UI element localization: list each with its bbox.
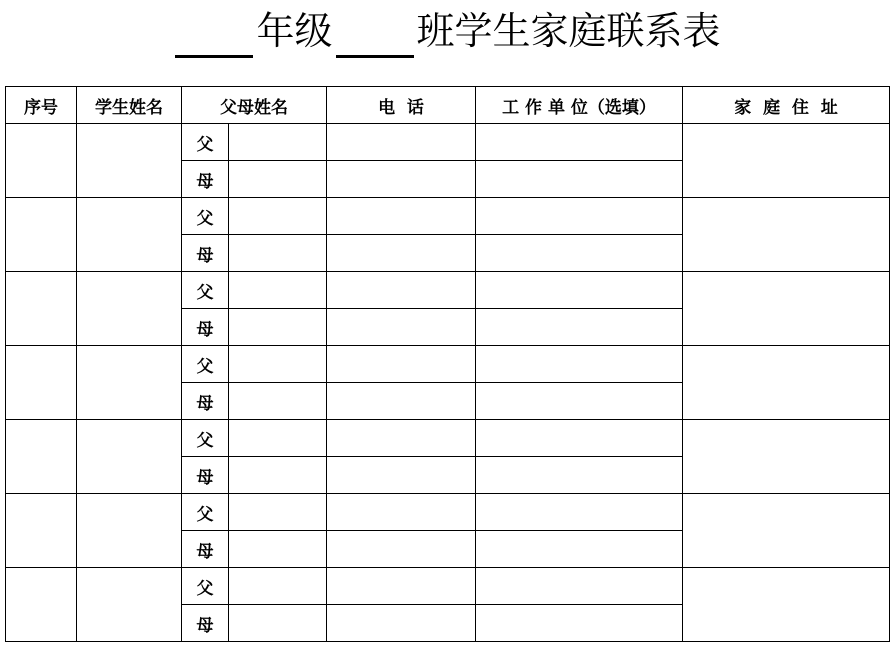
father-name-cell[interactable] <box>229 198 327 235</box>
header-row <box>6 87 890 124</box>
mother-name-cell[interactable] <box>229 457 327 494</box>
address-cell[interactable] <box>683 124 890 198</box>
relation-father-label: 父 <box>182 198 229 235</box>
header-student-name: 学生姓名 <box>77 87 182 124</box>
student-name-cell[interactable] <box>77 346 182 420</box>
mother-phone-cell[interactable] <box>327 605 476 642</box>
header-parent-name: 父母姓名 <box>182 87 327 124</box>
student-name-cell[interactable] <box>77 124 182 198</box>
mother-phone-cell[interactable] <box>327 457 476 494</box>
relation-father-label: 父 <box>182 420 229 457</box>
table-row <box>6 420 890 457</box>
address-cell[interactable] <box>683 346 890 420</box>
mother-phone-cell[interactable] <box>327 161 476 198</box>
mother-name-cell[interactable] <box>229 531 327 568</box>
father-name-cell[interactable] <box>229 568 327 605</box>
mother-work-unit-cell[interactable] <box>476 309 683 346</box>
relation-mother-label: 母 <box>182 605 229 642</box>
address-cell[interactable] <box>683 568 890 642</box>
mother-name-cell[interactable] <box>229 161 327 198</box>
mother-phone-cell[interactable] <box>327 531 476 568</box>
father-phone-cell[interactable] <box>327 346 476 383</box>
mother-work-unit-cell[interactable] <box>476 235 683 272</box>
grade-blank[interactable] <box>175 13 253 58</box>
father-work-unit-cell[interactable] <box>476 346 683 383</box>
seq-cell[interactable] <box>6 494 77 568</box>
relation-father-label: 父 <box>182 494 229 531</box>
class-blank[interactable] <box>336 13 414 58</box>
mother-work-unit-cell[interactable] <box>476 457 683 494</box>
relation-father-label: 父 <box>182 346 229 383</box>
father-name-cell[interactable] <box>229 494 327 531</box>
mother-phone-cell[interactable] <box>327 235 476 272</box>
mother-phone-cell[interactable] <box>327 309 476 346</box>
father-work-unit-cell[interactable] <box>476 420 683 457</box>
seq-cell[interactable] <box>6 272 77 346</box>
relation-mother-label: 母 <box>182 457 229 494</box>
father-work-unit-cell[interactable] <box>476 272 683 309</box>
student-name-cell[interactable] <box>77 568 182 642</box>
header-work-unit: 工 作 单 位（选填） <box>476 87 683 124</box>
title-suffix: 班学生家庭联系表 <box>416 9 721 53</box>
father-name-cell[interactable] <box>229 124 327 161</box>
address-cell[interactable] <box>683 272 890 346</box>
relation-mother-label: 母 <box>182 235 229 272</box>
table-row <box>6 124 890 161</box>
father-phone-cell[interactable] <box>327 272 476 309</box>
father-name-cell[interactable] <box>229 346 327 383</box>
father-name-cell[interactable] <box>229 272 327 309</box>
seq-cell[interactable] <box>6 420 77 494</box>
header-seq: 序号 <box>6 87 77 124</box>
father-work-unit-cell[interactable] <box>476 494 683 531</box>
mother-work-unit-cell[interactable] <box>476 531 683 568</box>
relation-father-label: 父 <box>182 272 229 309</box>
address-cell[interactable] <box>683 420 890 494</box>
student-name-cell[interactable] <box>77 494 182 568</box>
father-work-unit-cell[interactable] <box>476 198 683 235</box>
table-row <box>6 198 890 235</box>
form-title <box>0 4 893 58</box>
address-cell[interactable] <box>683 198 890 272</box>
father-work-unit-cell[interactable] <box>476 568 683 605</box>
mother-name-cell[interactable] <box>229 383 327 420</box>
father-phone-cell[interactable] <box>327 124 476 161</box>
header-phone: 电 话 <box>327 87 476 124</box>
relation-father-label: 父 <box>182 568 229 605</box>
grade-suffix: 年级 <box>256 9 333 53</box>
relation-father-label: 父 <box>182 124 229 161</box>
table-row <box>6 346 890 383</box>
contact-table <box>5 86 890 642</box>
header-address: 家 庭 住 址 <box>683 87 890 124</box>
father-work-unit-cell[interactable] <box>476 124 683 161</box>
mother-phone-cell[interactable] <box>327 383 476 420</box>
relation-mother-label: 母 <box>182 383 229 420</box>
mother-work-unit-cell[interactable] <box>476 161 683 198</box>
mother-work-unit-cell[interactable] <box>476 383 683 420</box>
mother-work-unit-cell[interactable] <box>476 605 683 642</box>
mother-name-cell[interactable] <box>229 309 327 346</box>
seq-cell[interactable] <box>6 346 77 420</box>
father-phone-cell[interactable] <box>327 420 476 457</box>
relation-mother-label: 母 <box>182 309 229 346</box>
student-name-cell[interactable] <box>77 420 182 494</box>
student-name-cell[interactable] <box>77 272 182 346</box>
father-phone-cell[interactable] <box>327 494 476 531</box>
father-name-cell[interactable] <box>229 420 327 457</box>
table-row <box>6 494 890 531</box>
seq-cell[interactable] <box>6 124 77 198</box>
student-name-cell[interactable] <box>77 198 182 272</box>
mother-name-cell[interactable] <box>229 605 327 642</box>
address-cell[interactable] <box>683 494 890 568</box>
table-row <box>6 272 890 309</box>
table-row <box>6 568 890 605</box>
relation-mother-label: 母 <box>182 161 229 198</box>
relation-mother-label: 母 <box>182 531 229 568</box>
father-phone-cell[interactable] <box>327 198 476 235</box>
seq-cell[interactable] <box>6 568 77 642</box>
mother-name-cell[interactable] <box>229 235 327 272</box>
father-phone-cell[interactable] <box>327 568 476 605</box>
seq-cell[interactable] <box>6 198 77 272</box>
